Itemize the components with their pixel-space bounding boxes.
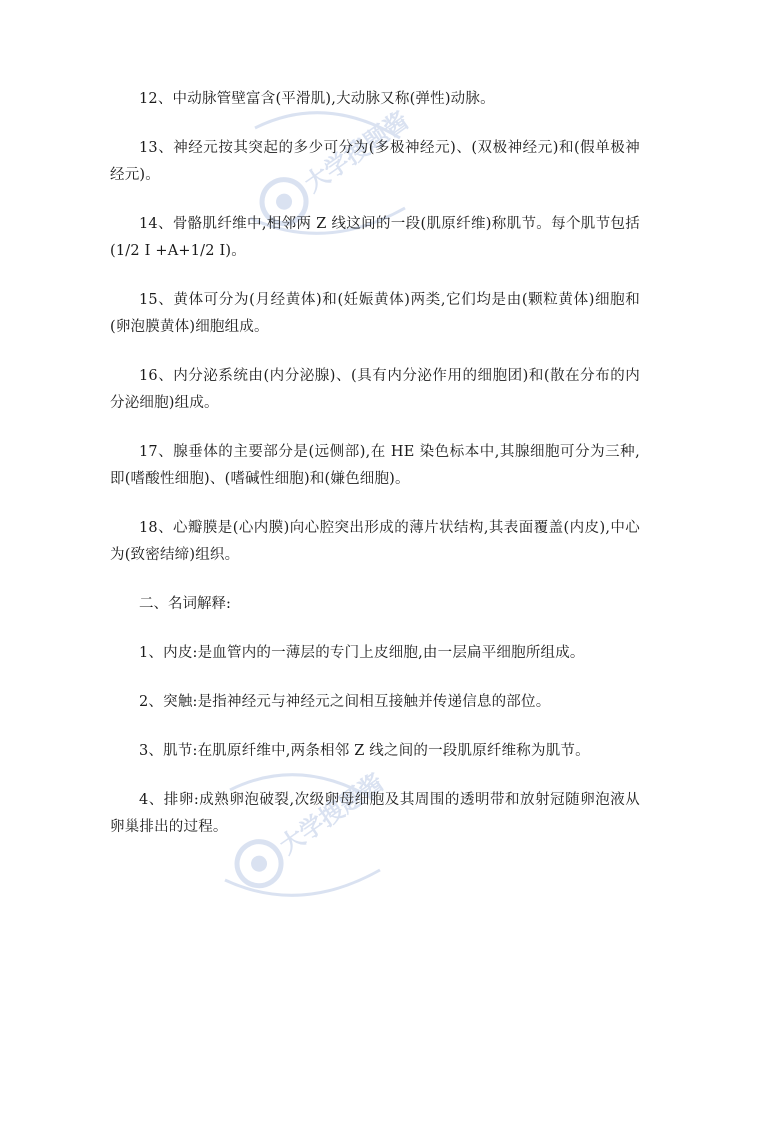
question-16: 16、内分泌系统由(内分泌腺)、(具有内分泌作用的细胞团)和(散在分布的内分泌细胞)组成。: [110, 368, 640, 411]
question-12: 12、中动脉管壁富含(平滑肌),大动脉又称(弹性)动脉。: [139, 91, 495, 107]
document-content: [110, 86, 640, 863]
svg-text:大学搜题酱: 大学搜题酱: [274, 768, 389, 860]
definition-3: 3、肌节:在肌原纤维中,两条相邻 Z 线之间的一段肌原纤维称为肌节。: [139, 743, 590, 759]
question-17: 17、腺垂体的主要部分是(远侧部),在 HE 染色标本中,其腺细胞可分为三种,即(嗜酸性细胞)、(嗜碱性细胞)和(嫌色细胞)。: [110, 444, 640, 487]
question-15: 15、黄体可分为(月经黄体)和(妊娠黄体)两类,它们均是由(颗粒黄体)细胞和(卵泡膜黄体)细胞组成。: [110, 292, 640, 335]
definition-4: 4、排卵:成熟卵泡破裂,次级卵母细胞及其周围的透明带和放射冠随卵泡液从卵巢排出的过程。: [110, 792, 640, 835]
definition-2: 2、突触:是指神经元与神经元之间相互接触并传递信息的部位。: [139, 694, 551, 710]
section-heading-definitions: 二、名词解释:: [139, 596, 231, 612]
definition-1: 1、内皮:是血管内的一薄层的专门上皮细胞,由一层扁平细胞所组成。: [139, 645, 585, 661]
question-18: 18、心瓣膜是(心内膜)向心腔突出形成的薄片状结构,其表面覆盖(内皮),中心为(致密结缔)组织。: [110, 520, 640, 563]
question-14: 14、骨骼肌纤维中,相邻两 Z 线这间的一段(肌原纤维)称肌节。每个肌节包括(1/2 I +A+1/2 I)。: [110, 216, 640, 259]
svg-text:大学搜题酱: 大学搜题酱: [299, 106, 414, 198]
question-13: 13、神经元按其突起的多少可分为(多极神经元)、(双极神经元)和(假单极神经元)。: [110, 140, 640, 183]
